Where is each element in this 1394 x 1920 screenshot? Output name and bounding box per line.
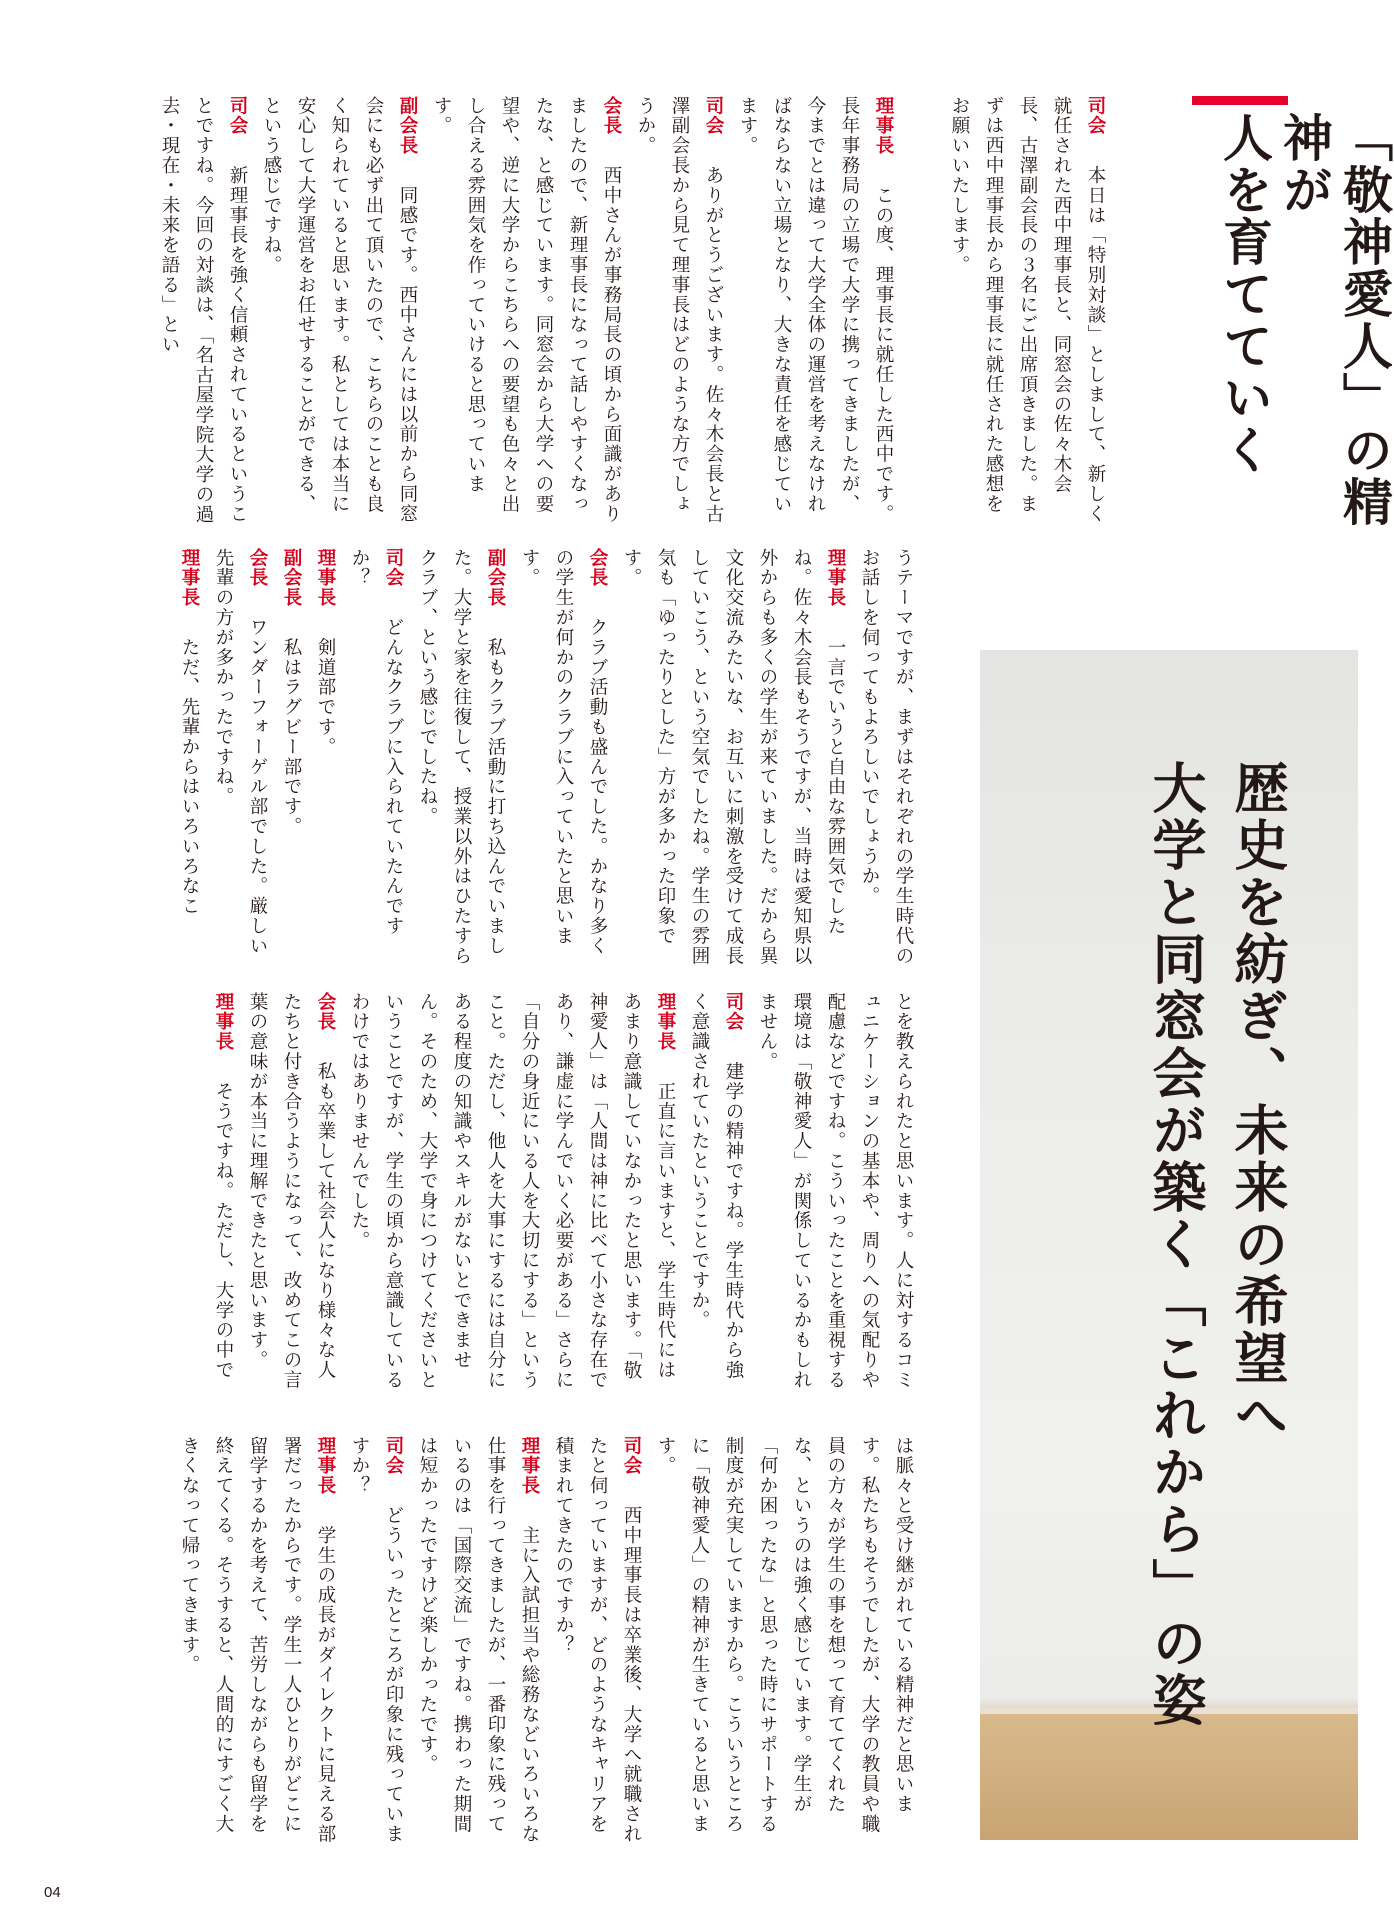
paragraph-text: 剣道部です。 [315,637,336,758]
paragraph-text: ワンダーフォーゲル部でした。厳しい先輩の方が多かったですね。 [213,548,268,957]
paragraph-text: ありがとうございます。佐々木会長と古澤副会長から見て理事長はどのような方でしょうか。 [635,96,724,524]
photo-floor [980,1714,1358,1840]
speaker-label: 理事長 [825,548,846,628]
paragraph [254,96,424,526]
paragraph [172,1436,342,1846]
paragraph [172,548,206,968]
article-column-1 [100,96,900,526]
paragraph [206,992,240,1392]
paragraph-text: そうですね。ただし、大学の中で [213,1081,234,1381]
speaker-label: 副会長 [485,548,506,628]
paragraph-text: 本日は「特別対談」としまして、新しく就任された西中理事長と、同窓会の佐々木会長、古澤副会長の３名にご出席頂きました。まずは西中理事長から理事長に就任された感想をお願いいたします。 [949,96,1106,524]
speaker-label: 司会 [383,1436,404,1496]
speaker-label: 司会 [723,992,744,1052]
paragraph-text: 主に入試担当や総務などいろいろな仕事を行ってきましたが、一番印象に残っているのは「国際交流」ですね。携わった期間は短かったですけど楽しかったです。 [417,1436,540,1845]
paragraph-text: は脈々と受け継がれている精神だと思います。私たちもそうでしたが、大学の教員や職員の方々が学生の事を想って育ててくれたな、というのは強く感じています。学生が「何か困ったな」と思った時にサポートする制度が充実していますから。こういうところに「敬神愛人」の精神が生きていると思います。 [655,1436,914,1834]
article-column-1a [936,96,1112,526]
paragraph [206,548,274,968]
paragraph [240,992,342,1392]
paragraph [648,1436,920,1846]
paragraph [152,96,254,526]
paragraph-text: 新理事長を強く信頼されているということですね。今回の対談は、「名古屋学院大学の過去・現在・未来を語る」とい [159,96,248,525]
speaker-label: 会長 [601,96,622,156]
paragraph [546,1436,648,1846]
photo-title-line-2: 大学と同窓会が築く「これから」の姿 [1144,760,1208,1729]
paragraph-text: 西中さんが事務局長の頃から面識がありましたので、新理事長になって話しやすくなったな、と感じています。同窓会から大学への要望や、逆に大学からこちらへの要望も色々と出し合える雰囲気を作っていけると思っています。 [431,96,622,524]
speaker-label: 副会長 [397,96,418,176]
speaker-label: 理事長 [213,992,234,1072]
paragraph-text: クラブ活動も盛んでした。かなり多くの学生が何かのクラブに入っていたと思います。 [519,548,608,957]
paragraph [274,548,308,968]
speaker-label: 理事長 [519,1436,540,1516]
page-number: 04 [44,1884,61,1901]
photo-title [1135,760,1299,1729]
paragraph-text: 正直に言いますと、学生時代にはあまり意識していなかったと思います。「敬神愛人」は「人間は神に比べて小さな存在であり、謙虚に学んでいく必要がある」さらに「自分の身近にいる人を大切にする」ということ。ただし、他人を大事にするには自分にある程度の知識やスキルがないとできません。そのため、大学で身につけてくださいということですが、学生の頃から意識しているわけではありませんでした。 [349,992,676,1390]
paragraph-text: うテーマですが、まずはそれぞれの学生時代のお話しを伺ってもよろしいでしょうか。 [859,548,914,966]
paragraph [852,548,920,968]
article-column-3 [100,992,920,1392]
paragraph [410,1436,546,1846]
speaker-label: 司会 [1085,96,1106,156]
paragraph-text: 私も卒業して社会人になり様々な人たちと付き合うようになって、改めてこの言葉の意味が本当に理解できたと思います。 [247,992,336,1390]
speaker-label: 司会 [703,96,724,156]
paragraph [730,96,900,526]
paragraph [342,548,410,968]
paragraph [410,548,512,968]
headline-line-1: 「敬神愛人」の精神が [1275,112,1394,528]
paragraph-text: 建学の精神ですね。学生時代から強く意識されていたということですか。 [689,992,744,1381]
paragraph-text: どんなクラブに入られていたんですか？ [349,548,404,937]
article-column-4 [100,1436,920,1846]
paragraph-text: 学生の成長がダイレクトに見える部署だったからです。学生一人ひとりがどこに留学するかを考えて、苦労しながらも留学を終えてくる。そうすると、人間的にすごく大きくなって帰ってきます。 [179,1436,336,1845]
speaker-label: 会長 [247,548,268,608]
speaker-label: 司会 [621,1436,642,1496]
speaker-label: 司会 [227,96,248,156]
speaker-label: 理事長 [655,992,676,1072]
paragraph-text: どういったところが印象に残っていますか？ [349,1436,404,1845]
speaker-label: 理事長 [873,96,894,176]
speaker-label: 司会 [383,548,404,608]
paragraph-text: 西中理事長は卒業後、大学へ就職されたと伺っていますが、どのようなキャリアを積まれてきたのですか？ [553,1436,642,1845]
paragraph [512,548,614,968]
paragraph [614,548,852,968]
paragraph [342,992,682,1392]
paragraph [942,96,1112,526]
headline [1214,112,1394,532]
headline-accent-bar [1192,96,1288,105]
speaker-label: 会長 [587,548,608,608]
paragraph [750,992,920,1392]
speaker-label: 副会長 [281,548,302,628]
speaker-label: 会長 [315,992,336,1052]
speaker-label: 理事長 [315,1436,336,1516]
paragraph-text: 私はラグビー部です。 [281,637,302,837]
article-column-2 [100,548,920,968]
paragraph [424,96,628,526]
paragraph-text: 同感です。西中さんには以前から同窓会にも必ず出て頂いたので、こちらのことも良く知られていると思います。私としては本当に安心して大学運営をお任せすることができる、という感じですね。 [261,96,418,524]
paragraph [308,548,342,968]
paragraph [342,1436,410,1846]
paragraph [682,992,750,1392]
paragraph-text: この度、理事長に就任した西中です。長年事務局の立場で大学に携ってきましたが、今までとは違って大学全体の運営を考えなければならない立場となり、大きな責任を感じています。 [737,96,894,524]
speaker-label: 理事長 [179,548,200,628]
paragraph-text: とを教えられたと思います。人に対するコミュニケーションの基本や、周りへの気配りや配慮などですね。こういったことを重視する環境は「敬神愛人」が関係しているかもしれません。 [757,992,914,1390]
headline-line-2: 人を育てていく [1215,112,1274,476]
paragraph-text: ただ、先輩からはいろいろなこ [179,637,200,917]
speaker-label: 理事長 [315,548,336,628]
paragraph-text: 私もクラブ活動に打ち込んでいました。大学と家を往復して、授業以外はひたすらクラブ、という感じでしたね。 [417,548,506,966]
photo-title-line-1: 歴史を紡ぎ、未来の希望へ [1226,760,1290,1444]
paragraph-text: 一言でいうと自由な雰囲気でしたね。佐々木会長もそうですが、当時は愛知県以外からも多くの学生が来ていました。だから異文化交流みたいな、お互いに刺激を受けて成長していこう、という空気でしたね。学生の雰囲気も「ゆったりとした」方が多かった印象です。 [621,548,846,966]
paragraph [628,96,730,526]
